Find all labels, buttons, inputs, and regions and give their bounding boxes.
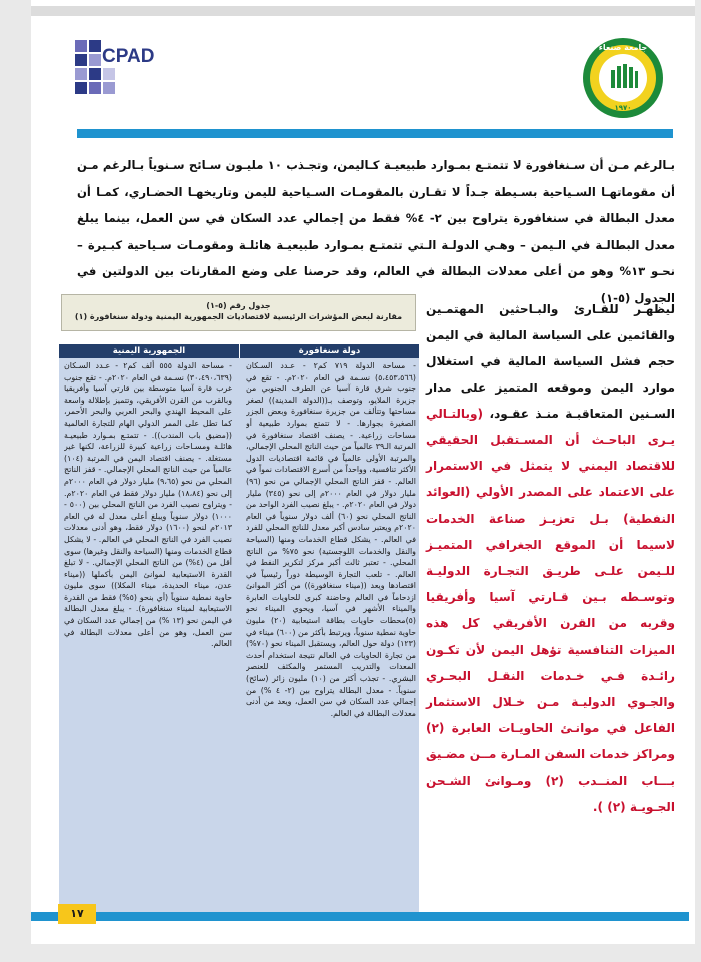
table-column-yemen: - مساحة الدولة ٥٥٥ ألف كم٢ - عـدد السـكان (٣٠،٤٩٠،٦٣٩) نسـمة في العام ٢٠٢٠م. - تقع جنوب غرب قارة آسيا متوسطة بين قارتي آسيا وأفريقيا وبالقرب من القرن الأفريقي، وتتميز بإطلالة واسعة على المحيط الهندي والبحر العربي والبحر الأحمر، كما تطل على الممر الدولي الهام للتجارة العالمية ((مضيق باب المندب)). - تتمتـع بمـوارد طبيعيـة هائلـة ومسـاحات زراعية كبيرة للزراعة، لكنها غير مستغلة. - يصنف اقتصاد اليمن في المرتبة (١٠٤) عالمياً من حيث الناتج المحلي الإجمالي. - قفز الناتج المحلي من نحو (٩،٦٥) مليار دولار في العام ٢٠٠٠م إلى نحو (١٨،٨٤) مليار دولار فقط في العام ٢٠٢٠م. - ويتراوح نصيب الفرد من الناتج المحلي بين (٥٠٠ - ١٠٠٠) دولار سنوياً ويبلغ أعلى معدل له في العام ٢٠١٣م لنحو (١٦٠٠) دولار فقط، وهو أدنى معدلات نصيب الفرد في الناتج المحلي في العالم. - لا يشكل قطاع الخدمات ومنها (السياحة والنقل وغيرها) سوى أقل من (٤%) من الناتج المحلي الإجمالي. - لا تبلغ القدرة الاستيعابية لموانئ اليمن بأكملها ((ميناء عدن، ميناء الحديدة، ميناء المكلا)) سوى مليون حاوية نمطية سنوياً (أي بنحو (٥%) فقط من القدرة الاستيعابية لميناء سنغافورة). - يبلغ معدل البطالة في اليمن نحو (١٣ %) من إجمالي عدد السكان في سن العمل، وهو من أعلى معدلات البطالة في العالم.	[64, 361, 232, 649]
table-caption-title: مقارنة لبعض المؤشرات الرئيسية لاقتصاديات الجمهورية اليمنية ودولة سنغافورة (١)	[74, 312, 403, 321]
header-blue-rule	[77, 129, 673, 138]
table-header-yemen: الجمهورية اليمنية	[59, 344, 239, 358]
university-logo	[581, 36, 665, 120]
right-column-red-text: (وبالتـالي يـرى الباحـث أن المسـتقبل الحقيقي للاقتصاد اليمني لا يتمثل في الاستمرار على الاعتماد على المصدر الأولي (العوائد النفطية) بـل تعزيـز صناعة الخدمات لاسيما أن الموقع الجغرافي المتميـز للـيمن علـى طريـق التجـارة الدوليـة وتوسـطه بـين قـارتي آسيا وأفريقيا وقربه من القرن الأفريقي كل هذه الميزات التنافسية تؤهل اليمن لأن تكـون رائـدة فـي خـدمات النقـل البحـري والجـوي الدوليـة مـن خـلال الاستثمار الفاعل في موانـئ الحاويـات العابرة (٢) ومراكز خدمات السفن المـارة مــن مضـيق بـــاب المنــدب (٢) ومـوانئ الشـحن الجـويـة (٢) ).	[426, 406, 675, 814]
right-column-text	[426, 296, 675, 820]
university-logo-year: ١٩٧٠	[614, 104, 632, 112]
right-column-black-text: ليظهـر للقـارئ والبـاحثين المهتمـين والقائمين على السياسة المالية في اليمن حجم فشل السياسة المالية في استغلال موارد اليمن وموقعه المتميز على مدار السـنين المتعاقبـة منـذ عقـود،	[426, 302, 675, 421]
table-caption	[61, 294, 416, 331]
table-column-singapore: - مساحة الدولة ٧١٩ كم٢ - عـدد السـكان (٥،٤٥٣،٥٦٦) نسـمة في العام ٢٠٢٠م. - تقع في جنوب شرق قارة آسيا عن الطرف الجنوبي من جزيرة الملايو، وتوصف بـ((الدولة المدينة)) لصغر مساحتها وتتألف من جزيرة سنغافورة وبعض الجزر الصغيرة بجوارها. - لا تتمتع بموارد طبيعية أو مساحات زراعية. - يصنف اقتصاد سنغافورة في المرتبة الـ٣٩ عالمياً من حيث الناتج المحلي الإجمالي، والمرتبة الأولى عالمياً في قائمة اقتصاديات الدول الأكثر تنافسية، وواحداً من أسرع الاقتصادات نمواً في العالم. - قفز الناتج المحلي الإجمالي من نحو (٩٦) مليار دولار في العام ٢٠٠٠م إلى نحو (٣٤٥) مليار دولار في العام ٢٠٢٠م. - يبلغ نصيب الفرد الواحد من الناتج المحلي نحو (٦٠) ألف دولار سنوياً في العام ٢٠٢٠م ويعتبر سادس أكبر معدل للناتج المحلي للفرد في العالم. - يشكل قطاع الخدمات ومنها (السياحة والنقل والخدمات اللوجستية) نحو ٧٥% من الناتج المحلي. - تعتبر ثالث أكبر مركز لتكرير النفط في العالم. - تلعب التجارة الوسيطة دوراً رئيسياً في اقتصادها ويعد ((ميناء سنغافورة)) من أكثر الموانئ ازدحاماً في العالم وحاضنة كبرى للحاويات العابرة والميناء الأشهر في آسيا، ويحوي الميناء نحو (٥)محطات حاويات بطاقة استيعابية (٢٠) مليون حاوية نمطية سنوياً، ويرتبط بأكثر من (٦٠٠) ميناء في (١٢٣) دولة حول العالم، ويستقبل الميناء نحو (٧٠%) من تجارة الحاويات في العالم نتيجة استخدام أحدث المعدات والتدريب المستمر والمكثف للعنصر البشري. - تجذب أكثر من (١٠) مليون زائر (سائح) سنوياً. - معدل البطالة يتراوح بين (٢- ٤ %) من إجمالي عدد السكان في سن العمل، ويعد من أدنى معدلات البطالة في العالم.	[246, 361, 416, 718]
cpad-logo-text: CPAD	[102, 46, 155, 67]
intro-paragraph: بـالرغم مـن أن سـنغافورة لا تتمتـع بمـوارد طبيعيـة كـاليمن، وتجـذب ١٠ مليـون سـائح سـنوياً بـالرغم مـن أن مقوماتهـا السـياحية بسـيطة جـداً لا تقـارن بالمقومـات السـياحية لليمن وتاريخهـا الحضـاري، كمـا أن معدل البطالة في سنغافورة يتراوح بين ٢- ٤% فقط من إجمالي عدد السكان في سن العمل، بينما يبلغ معدل البطالـة في الـيمن – وهـي الدولـة الـتي تتمتـع بمـوارد طبيعيـة هائلـة ومقومـات سـياحية كبـيرة – نحـو ١٣% وهو من أعلى معدلات البطالة في العالم، وقد حرصنا على وضع المقارنات بين الدولتين في الجدول (٥-١)	[77, 158, 675, 305]
university-logo-text: جامعة صنعاء	[598, 43, 648, 52]
comparison-table	[59, 344, 419, 912]
table-caption-number: جدول رقم (٥-١)	[206, 301, 271, 310]
document-page	[31, 0, 695, 944]
page-number: ١٧	[58, 904, 96, 924]
footer-blue-rule	[31, 912, 689, 921]
top-gray-bar	[31, 6, 695, 16]
table-header-singapore: دولة سنغافورة	[239, 344, 419, 358]
cpad-logo	[75, 38, 171, 104]
